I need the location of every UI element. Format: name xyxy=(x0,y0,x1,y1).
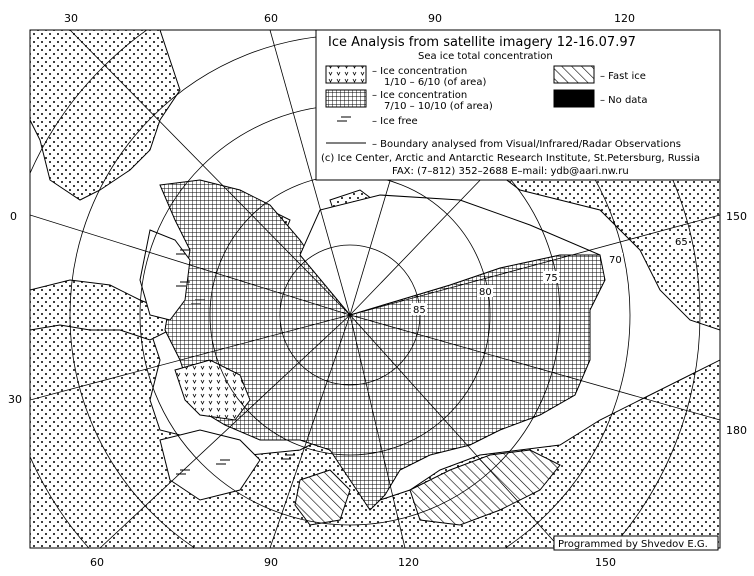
legend-swatch-low xyxy=(326,66,366,83)
legend-swatch-fast xyxy=(554,66,594,83)
lon-left-0: 0 xyxy=(10,210,17,223)
lon-bottom-60: 60 xyxy=(90,556,104,569)
legend-title: Ice Analysis from satellite imagery 12-16.07.97 xyxy=(328,35,636,50)
lat-85: 85 xyxy=(413,305,426,316)
legend-high-line2: 7/10 – 10/10 (of area) xyxy=(384,101,493,112)
lon-right-180: 180 xyxy=(726,424,747,437)
legend-fast-ice: – Fast ice xyxy=(600,71,646,82)
legend-high-line1: – Ice concentration xyxy=(372,90,468,101)
lon-top-60: 60 xyxy=(264,12,278,25)
legend-low-line1: – Ice concentration xyxy=(372,66,468,77)
lon-top-120: 120 xyxy=(614,12,635,25)
legend-subtitle: Sea ice total concentration xyxy=(418,51,553,62)
legend xyxy=(316,30,720,180)
lat-65: 65 xyxy=(675,237,688,248)
legend-swatch-high xyxy=(326,90,366,107)
lat-70: 70 xyxy=(609,255,622,266)
legend-swatch-nodata xyxy=(554,90,594,107)
lon-bottom-150: 150 xyxy=(595,556,616,569)
lon-right-150: 150 xyxy=(726,210,747,223)
lon-top-30: 30 xyxy=(64,12,78,25)
legend-boundary: – Boundary analysed from Visual/Infrared/Radar Observations xyxy=(372,139,681,150)
lat-80: 80 xyxy=(479,287,492,298)
lon-bottom-120: 120 xyxy=(398,556,419,569)
lon-left-30: 30 xyxy=(8,393,22,406)
legend-contact: FAX: (7–812) 352–2688 E–mail: ydb@aari.nw.ru xyxy=(392,166,629,177)
lon-top-90: 90 xyxy=(428,12,442,25)
lat-75: 75 xyxy=(545,273,558,284)
lon-bottom-90: 90 xyxy=(264,556,278,569)
legend-no-data: – No data xyxy=(600,95,648,106)
legend-low-line2: 1/10 – 6/10 (of area) xyxy=(384,77,487,88)
legend-ice-free: – Ice free xyxy=(372,116,418,127)
credit-text: Programmed by Shvedov E.G. xyxy=(558,539,708,550)
legend-institute: (c) Ice Center, Arctic and Antarctic Research Institute, St.Petersburg, Russia xyxy=(321,153,700,164)
